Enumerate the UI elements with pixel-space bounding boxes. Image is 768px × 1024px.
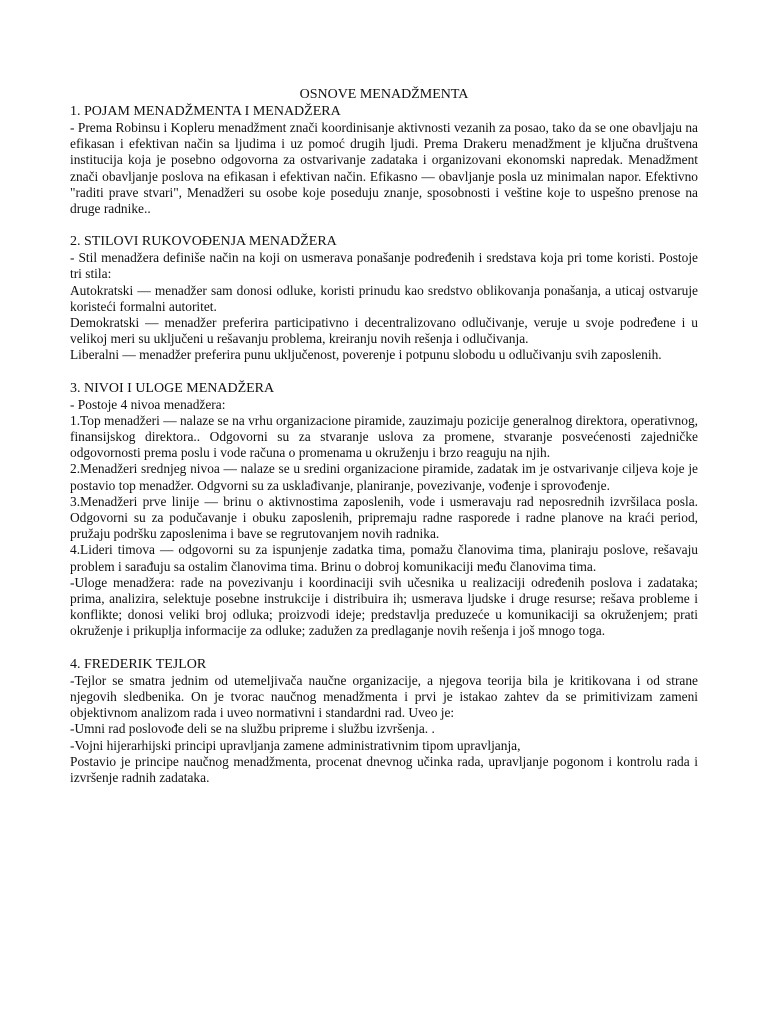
paragraph: Autokratski — menadžer sam donosi odluke, koristi prinudu kao sredstvo oblikovanja ponašanja, a uticaj ostvaruje koristeći formalni autoritet. (70, 282, 698, 314)
paragraph: -Umni rad poslovođe deli se na službu pripreme i službu izvršenja. . (70, 721, 435, 737)
paragraph: Postavio je principe naučnog menadžmenta, procenat dnevnog učinka rada, upravljanje pogonom i kontrolu rada i izvršenje radnih zadataka. (70, 753, 698, 785)
section-heading: 3. NIVOI I ULOGE MENADŽERA (70, 380, 275, 396)
paragraph: 2.Menadžeri srednjeg nivoa — nalaze se u sredini organizacione piramide, zadatak im je ostvarivanje ciljeva koje je postavio top menadžer. Odgvorni su za usklađivanje, planiranje, povezivanje, vođenje i sprovođenje. (70, 461, 698, 493)
section-heading: 1. POJAM MENADŽMENTA I MENADŽERA (70, 104, 341, 119)
section-1 (70, 103, 698, 217)
paragraph: - Stil menadžera definiše način na koji on usmerava ponašanje podređenih i sredstava koja pri tome koristi. Postoje tri stila: (70, 250, 698, 282)
paragraph: -Uloge menadžera: rade na povezivanju i koordinaciji svih učesnika u realizaciji određenih poslova i zadataka; prima, analizira, selektuje posebne instrukcije i distribuira ih; usmerava ljudske i druge resurse; rešava probleme i konflikte; donosi veliki broj odluka; proizvodi ideje; predstavlja preduzeće u komunikaciji sa okruženjem; prati okruženje i prikuplja informacije za odluke; zadužen za predlaganje novih rešenja i još mnogo toga. (70, 574, 698, 639)
section-3 (70, 380, 698, 640)
spacer (70, 640, 698, 656)
paragraph: -Vojni hijerarhijski principi upravljanja zamene administrativnim tipom upravljanja, (70, 737, 521, 753)
paragraph: Demokratski — menadžer preferira participativno i decentralizovano odlučivanje, veruje u svoje podređene i u velikoj meri su uključeni u rešavanju problema, kreiranju novih rešenja i odlučivanja. (70, 315, 698, 347)
section-heading: 2. STILOVI RUKOVOĐENJA MENADŽERA (70, 234, 337, 250)
paragraph: 3.Menadžeri prve linije — brinu o aktivnostima zaposlenih, vode i usmeravaju rad neposrednih izvršilaca posla. Odgovorni su za podučavanje i obuku zaposlenih, pripremaju radne rasporede i radne planove na kraći period, pružaju podršku zaposlenima i bave se regrutovanjem novih radnika. (70, 493, 698, 542)
paragraph: Liberalni — menadžer preferira punu uključenost, poverenje i potpunu slobodu u odlučivanju svih zaposlenih. (70, 347, 662, 363)
section-2 (70, 233, 698, 363)
section-4 (70, 656, 698, 786)
spacer (70, 217, 698, 233)
paragraph: - Prema Robinsu i Kopleru menadžment znači koordinisanje aktivnosti vezanih za posao, tako da se one obavljaju na efikasan i efektivan način sa ljudima i uz pomoć drugih ljudi. Prema Drakeru menadžment je ključna društvena institucija koja je posebno odgovorna za ostvarivanje zadataka i organizovani ekonomski napredak. Menadžment znači obavljanje poslova na efikasan i efektivan način. Efikasno — obavljanje posla uz minimalan napor. Efektivno "raditi prave stvari", Menadžeri su osobe koje poseduju znanje, sposobnosti i veštine koje to uspešno prenose na druge radnike.. (70, 120, 698, 217)
page-title: OSNOVE MENADŽMENTA (299, 87, 469, 102)
document-page (70, 86, 698, 786)
section-heading: 4. FREDERIK TEJLOR (70, 656, 207, 672)
paragraph: - Postoje 4 nivoa menadžera: (70, 396, 226, 412)
spacer (70, 364, 698, 380)
paragraph: -Tejlor se smatra jednim od utemeljivača naučne organizacije, a njegova teorija bila je kritikovana i od strane njegovih sledbenika. On je tvorac naučnog menadžmenta i prvi je istakao zahtev da se primitivizam zameni objektivnom analizom rada i uveo normativni i standardni rad. Uveo je: (70, 672, 698, 721)
paragraph: 1.Top menadžeri — nalaze se na vrhu organizacione piramide, zauzimaju pozicije generalnog direktora, operativnog, finansijskog direktora.. Odgovorni su za stvaranje uslova za promene, stvaranje posvećenosti zajedničke odgovornosti prema poslu i vode računa o promenama u okruženju i brzo reaguju na njih. (70, 412, 698, 461)
paragraph: 4.Lideri timova — odgovorni su za ispunjenje zadatka tima, pomažu članovima tima, planiraju poslove, rešavaju problem i sarađuju sa ostalim članovima tima. Brinu o dobroj komunikaciji među članovima tima. (70, 542, 698, 574)
